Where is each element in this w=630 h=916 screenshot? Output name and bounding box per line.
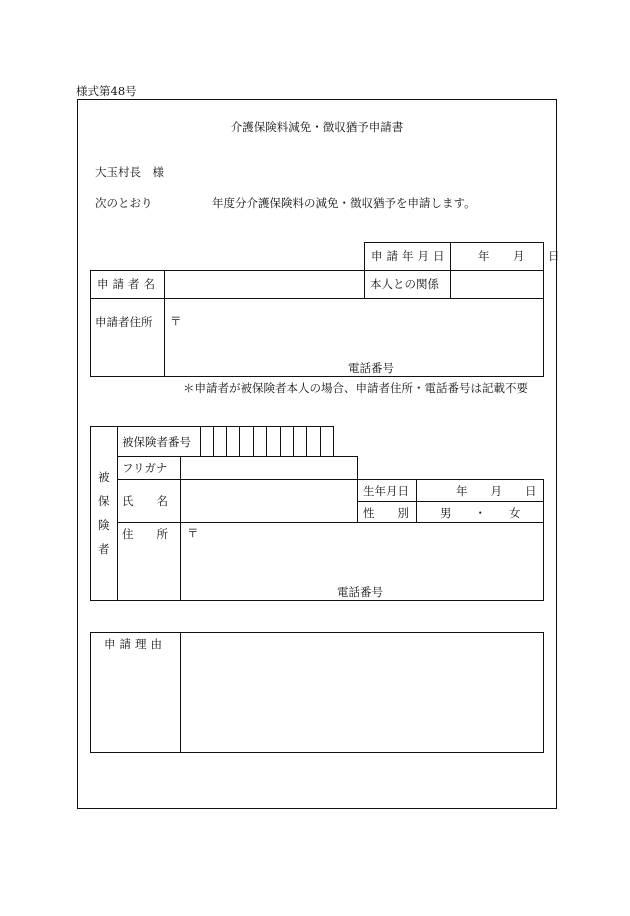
birth-date-label: 生年月日 [363, 484, 409, 498]
insured-phone-label: 電話番号 [337, 585, 383, 599]
reason-field[interactable] [181, 633, 543, 752]
note-text: ＊申請者が被保険者本人の場合、申請者住所・電話番号は記載不要 [183, 381, 528, 395]
gender-label: 性 別 [363, 506, 409, 520]
form-title: 介護保険料減免・徴収猶予申請書 [230, 120, 404, 134]
insured-side-label-4: 者 [98, 542, 110, 556]
applicant-name-label: 申請者名 [97, 277, 159, 291]
applicant-phone-label: 電話番号 [348, 361, 394, 375]
insured-postal-mark: 〒 [187, 526, 199, 540]
insured-side-label-3: 険 [98, 518, 110, 532]
relation-field[interactable] [451, 271, 543, 298]
reason-label: 申請理由 [104, 637, 166, 651]
furigana-field[interactable] [181, 457, 357, 479]
insured-name-field[interactable] [181, 480, 357, 522]
insured-side-label-2: 保 [98, 494, 110, 508]
applicant-name-field[interactable] [165, 271, 364, 298]
insured-name-label: 氏 名 [122, 494, 168, 508]
addressee: 大玉村長 様 [95, 165, 164, 179]
insured-number-label: 被保険者番号 [122, 435, 191, 449]
insured-address-label: 住 所 [122, 527, 168, 541]
applicant-postal-mark: 〒 [170, 314, 182, 328]
form-number: 様式第48号 [76, 84, 137, 98]
application-date-field[interactable]: 年 月 日 [478, 249, 566, 263]
birth-date-field[interactable]: 年 月 日 [456, 484, 537, 498]
application-date-label: 申請年月日 [371, 249, 449, 263]
furigana-label: フリガナ [122, 461, 168, 475]
request-text: 年度分介護保険料の減免・徴収猶予を申請します。 [212, 196, 476, 210]
applicant-address-label: 申請者住所 [95, 315, 153, 329]
request-prefix: 次のとおり [95, 196, 153, 210]
gender-field[interactable]: 男 ・ 女 [440, 506, 521, 520]
relation-label: 本人との関係 [370, 277, 439, 291]
insured-number-field[interactable] [201, 427, 333, 456]
insured-side-label-1: 被 [98, 470, 110, 484]
